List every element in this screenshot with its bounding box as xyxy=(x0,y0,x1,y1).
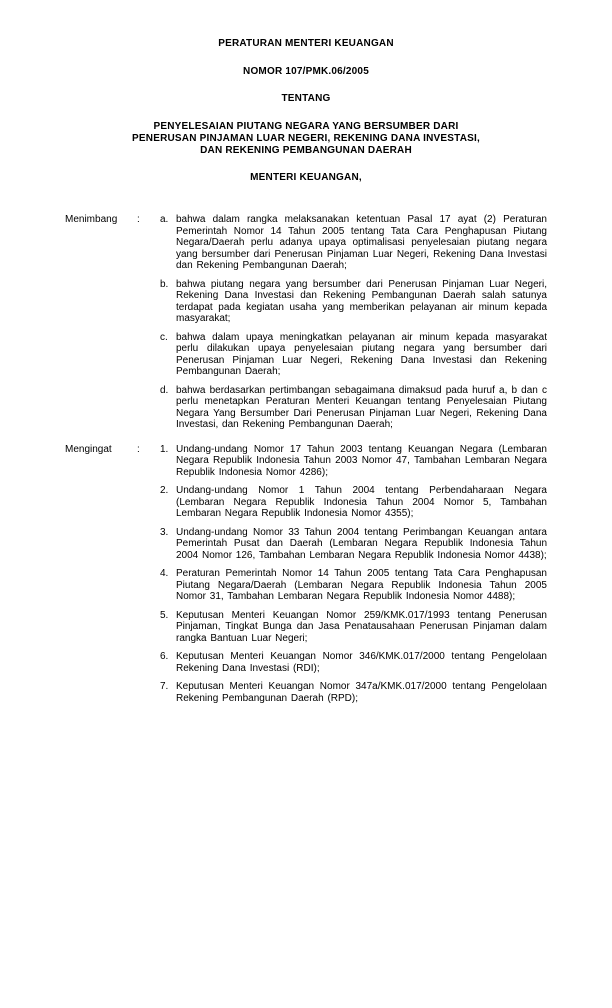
section-menimbang xyxy=(65,214,547,431)
doc-subject-line-2: PENERUSAN PINJAMAN LUAR NEGERI, REKENING DANA INVESTASI, xyxy=(132,132,480,144)
list-item-text: Keputusan Menteri Keuangan Nomor 347a/KMK.017/2000 tentang Pengelolaan Rekening Pembangunan Daerah (RPD); xyxy=(176,681,547,704)
list-item xyxy=(160,527,547,562)
list-item xyxy=(160,485,547,520)
list-item-text: Undang-undang Nomor 17 Tahun 2003 tentang Keuangan Negara (Lembaran Negara Republik Indonesia Tahun 2003 Nomor 47, Tambahan Lembaran Negara Republik Indonesia Nomor 4286); xyxy=(176,443,547,478)
list-item xyxy=(160,444,547,479)
section-mengingat xyxy=(65,444,547,705)
section-items xyxy=(160,214,547,431)
list-item-marker: 5. xyxy=(160,609,169,621)
doc-issuer: MENTERI KEUANGAN, xyxy=(250,171,362,183)
list-item xyxy=(160,568,547,603)
list-item-marker: 3. xyxy=(160,526,169,538)
list-item-text: Peraturan Pemerintah Nomor 14 Tahun 2005 tentang Tata Cara Penghapusan Piutang Negara/Daerah (Lembaran Negara Republik Indonesia Tahun 2005 Nomor 31, Tambahan Lembaran Negara Republik Indonesia Nomor 4488); xyxy=(176,568,547,602)
list-item xyxy=(160,332,547,378)
list-item-marker: 4. xyxy=(160,568,169,579)
section-colon: : xyxy=(137,214,140,225)
list-item-marker: c. xyxy=(160,331,168,343)
list-item-text: bahwa piutang negara yang bersumber dari Penerusan Pinjaman Luar Negeri, Rekening Dana Investasi dan Rekening Pembangunan Daerah salah satunya terdapat pada kegiatan usaha yang memberikan pelayanan air minum kepada masyarakat; xyxy=(176,278,547,324)
doc-subject xyxy=(65,121,547,157)
list-item-text: bahwa dalam rangka melaksanakan ketentuan Pasal 17 ayat (2) Peraturan Pemerintah Nomor 14 Tahun 2005 tentang Tata Cara Penghapusan Piutang Negara/Daerah perlu adanya upaya optimalisasi penyelesaian piutang negara yang bersumber dari Penerusan Pinjaman Luar Negeri, Rekening Dana Investasi dan Rekening Pembangunan Daerah; xyxy=(176,214,547,271)
doc-subject-line-1: PENYELESAIAN PIUTANG NEGARA YANG BERSUMBER DARI xyxy=(153,120,459,132)
doc-title: PERATURAN MENTERI KEUANGAN xyxy=(218,38,394,49)
section-label: Menimbang xyxy=(65,214,118,225)
section-items xyxy=(160,444,547,705)
list-item-marker: d. xyxy=(160,384,169,396)
list-item-marker: 1. xyxy=(160,443,169,455)
list-item-marker: 2. xyxy=(160,485,169,496)
list-item-marker: a. xyxy=(160,214,169,225)
section-colon: : xyxy=(137,443,140,455)
list-item xyxy=(160,610,547,645)
list-item-text: bahwa dalam upaya meningkatkan pelayanan air minum kepada masyarakat perlu dilakukan upaya penyelesaian piutang negara yang bersumber dari Penerusan Pinjaman Luar Negeri, Rekening Dana Investasi dan Rekening Pembangunan Daerah; xyxy=(176,331,547,377)
list-item xyxy=(160,385,547,431)
list-item xyxy=(160,651,547,674)
list-item-text: Keputusan Menteri Keuangan Nomor 259/KMK.017/1993 tentang Penerusan Pinjaman, Tingkat Bunga dan Jasa Penatausahaan Penerusan Pinjaman dalam rangka Bantuan Luar Negeri; xyxy=(176,609,547,644)
list-item-text: Undang-undang Nomor 33 Tahun 2004 tentang Perimbangan Keuangan antara Pemerintah Pusat dan Daerah (Lembaran Negara Republik Indonesia Tahun 2004 Nomor 126, Tambahan Lembaran Negara Republik Indonesia Nomor 4438); xyxy=(176,526,547,561)
section-label: Mengingat xyxy=(65,443,112,455)
list-item xyxy=(160,279,547,325)
list-item-marker: b. xyxy=(160,278,169,290)
list-item-text: Keputusan Menteri Keuangan Nomor 346/KMK.017/2000 tentang Pengelolaan Rekening Dana Investasi (RDI); xyxy=(176,651,547,674)
list-item-marker: 7. xyxy=(160,681,169,692)
list-item-text: Undang-undang Nomor 1 Tahun 2004 tentang Perbendaharaan Negara (Lembaran Negara Republik Indonesia Tahun 2004 Nomor 5, Tambahan Lembaran Negara Republik Indonesia Nomor 4355); xyxy=(176,485,547,519)
doc-subject-line-3: DAN REKENING PEMBANGUNAN DAERAH xyxy=(200,144,412,156)
list-item-text: bahwa berdasarkan pertimbangan sebagaimana dimaksud pada huruf a, b dan c perlu menetapkan Peraturan Menteri Keuangan tentang Penyelesaian Piutang Negara Yang Bersumber Dari Penerusan Pinjaman Luar Negeri, Rekening Dana Investasi, dan Rekening Pembangunan Daerah; xyxy=(176,384,547,430)
document-heading xyxy=(65,38,547,183)
doc-number: NOMOR 107/PMK.06/2005 xyxy=(243,65,369,77)
list-item xyxy=(160,214,547,272)
list-item xyxy=(160,681,547,704)
doc-about-label: TENTANG xyxy=(281,93,331,104)
list-item-marker: 6. xyxy=(160,651,169,662)
